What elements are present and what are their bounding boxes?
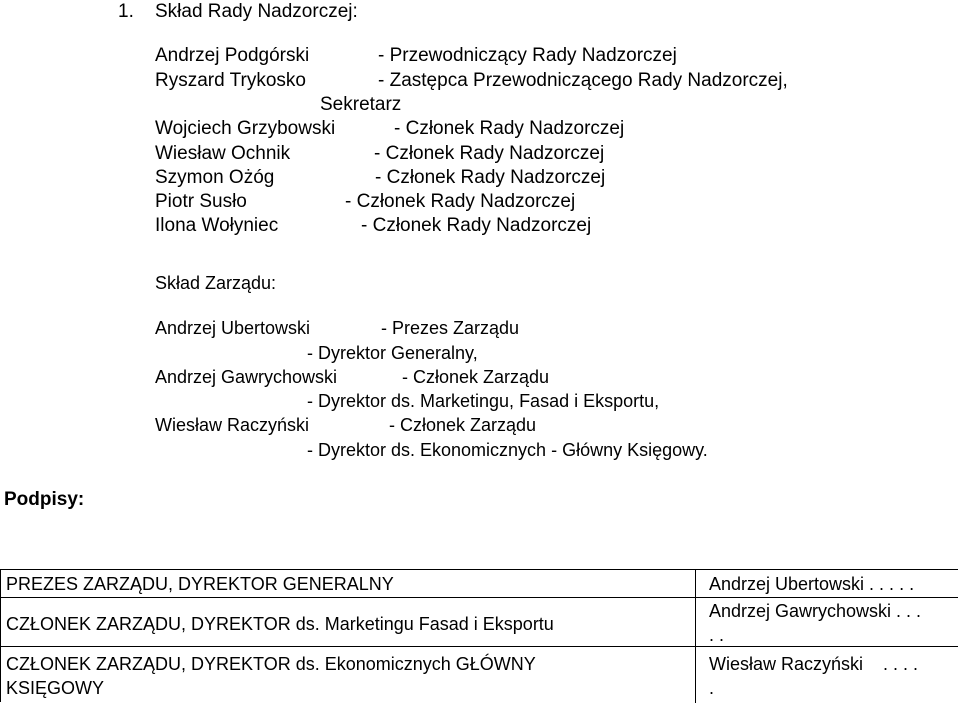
row-divider [1, 646, 958, 647]
board-member-name: Ryszard Trykosko [155, 70, 306, 91]
signature-position: CZŁONEK ZARZĄDU, DYREKTOR ds. Marketingu Fasad i Eksportu [6, 614, 554, 634]
management-member-role-detail: - Dyrektor ds. Ekonomicznych - Główny Księgowy. [307, 440, 708, 460]
signature-signer-continued: . [709, 678, 715, 698]
management-member-role: - Członek Zarządu [389, 415, 537, 435]
board-member-name: Ilona Wołyniec [155, 215, 279, 236]
signature-position: CZŁONEK ZARZĄDU, DYREKTOR ds. Ekonomicznych GŁÓWNY [6, 654, 536, 674]
board-member-role: - Członek Rady Nadzorczej [375, 167, 606, 188]
board-member-role: - Członek Rady Nadzorczej [361, 215, 592, 236]
management-member-role: - Prezes Zarządu [381, 318, 520, 338]
board-member-name: Andrzej Podgórski [155, 45, 310, 66]
signature-position: PREZES ZARZĄDU, DYREKTOR GENERALNY [6, 574, 394, 594]
section-heading: Skład Rady Nadzorczej: [155, 1, 358, 22]
board-member-role: - Członek Rady Nadzorczej [345, 191, 576, 212]
management-member-name: Andrzej Ubertowski [155, 318, 311, 338]
board-member-name: Wojciech Grzybowski [155, 118, 336, 139]
board-member-name: Piotr Susło [155, 191, 247, 212]
board-member-role-continued: Sekretarz [320, 94, 402, 115]
board-member-name: Wiesław Ochnik [155, 143, 291, 164]
signatures-table [0, 569, 958, 702]
column-divider [695, 570, 696, 703]
signature-signer-continued: . . [709, 625, 725, 645]
board-member-role: - Przewodniczący Rady Nadzorczej [378, 45, 677, 66]
board-member-role: - Członek Rady Nadzorczej [374, 143, 605, 164]
row-divider [1, 597, 958, 598]
board-member-name: Szymon Ożóg [155, 167, 275, 188]
signature-signer: Andrzej Gawrychowski . . . [709, 601, 922, 621]
management-member-role-detail: - Dyrektor ds. Marketingu, Fasad i Eksportu, [307, 391, 660, 411]
section-number: 1. [118, 1, 134, 22]
signature-position-continued: KSIĘGOWY [6, 678, 105, 698]
signature-signer: Andrzej Ubertowski . . . . . [709, 574, 915, 594]
signature-signer: Wiesław Raczyński . . . . [709, 654, 919, 674]
management-member-name: Wiesław Raczyński [155, 415, 310, 435]
management-member-role-detail: - Dyrektor Generalny, [307, 343, 478, 363]
management-member-name: Andrzej Gawrychowski [155, 367, 338, 387]
board-member-role: - Zastępca Przewodniczącego Rady Nadzorczej, [378, 70, 788, 91]
management-heading: Skład Zarządu: [155, 273, 277, 293]
management-member-role: - Członek Zarządu [402, 367, 550, 387]
board-member-role: - Członek Rady Nadzorczej [394, 118, 625, 139]
signatures-heading: Podpisy: [4, 489, 85, 510]
